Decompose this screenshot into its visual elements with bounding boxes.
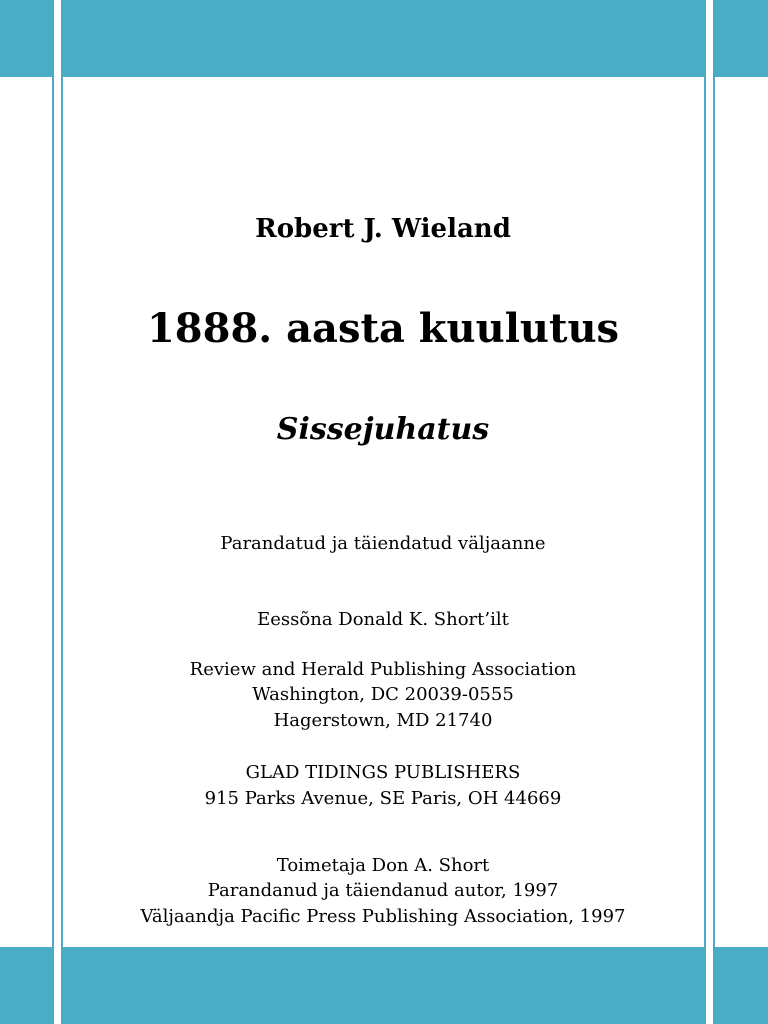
frame-line-left-outer: [52, 0, 54, 1024]
book-title: 1888. aasta kuulutus: [146, 305, 620, 352]
edition-note: Parandatud ja täiendatud väljaanne: [220, 533, 546, 554]
bottom-band-right: [714, 947, 768, 1024]
frame-line-right-outer: [713, 0, 715, 1024]
bottom-band-left: [0, 947, 53, 1024]
top-band-left: [0, 0, 53, 77]
publication-credit: Väljaandja Pacific Press Publishing Association, 1997: [140, 906, 626, 927]
book-subtitle: Sissejuhatus: [276, 412, 490, 447]
author-name: Robert J. Wieland: [255, 214, 511, 244]
frame-line-right-inner: [704, 0, 706, 1024]
title-page: [62, 0, 704, 1024]
publisher-name: Review and Herald Publishing Association: [189, 659, 577, 680]
top-band-right: [714, 0, 768, 77]
second-publisher-address: 915 Parks Avenue, SE Paris, OH 44669: [204, 788, 562, 809]
revision-credit: Parandanud ja täiendanud autor, 1997: [207, 880, 559, 901]
publisher-address-line1: Washington, DC 20039-0555: [252, 684, 514, 705]
foreword-credit: Eessõna Donald K. Short’ilt: [257, 609, 509, 630]
editor-credit: Toimetaja Don A. Short: [276, 855, 490, 876]
publisher-address-line2: Hagerstown, MD 21740: [273, 710, 493, 731]
second-publisher-name: GLAD TIDINGS PUBLISHERS: [245, 762, 521, 783]
